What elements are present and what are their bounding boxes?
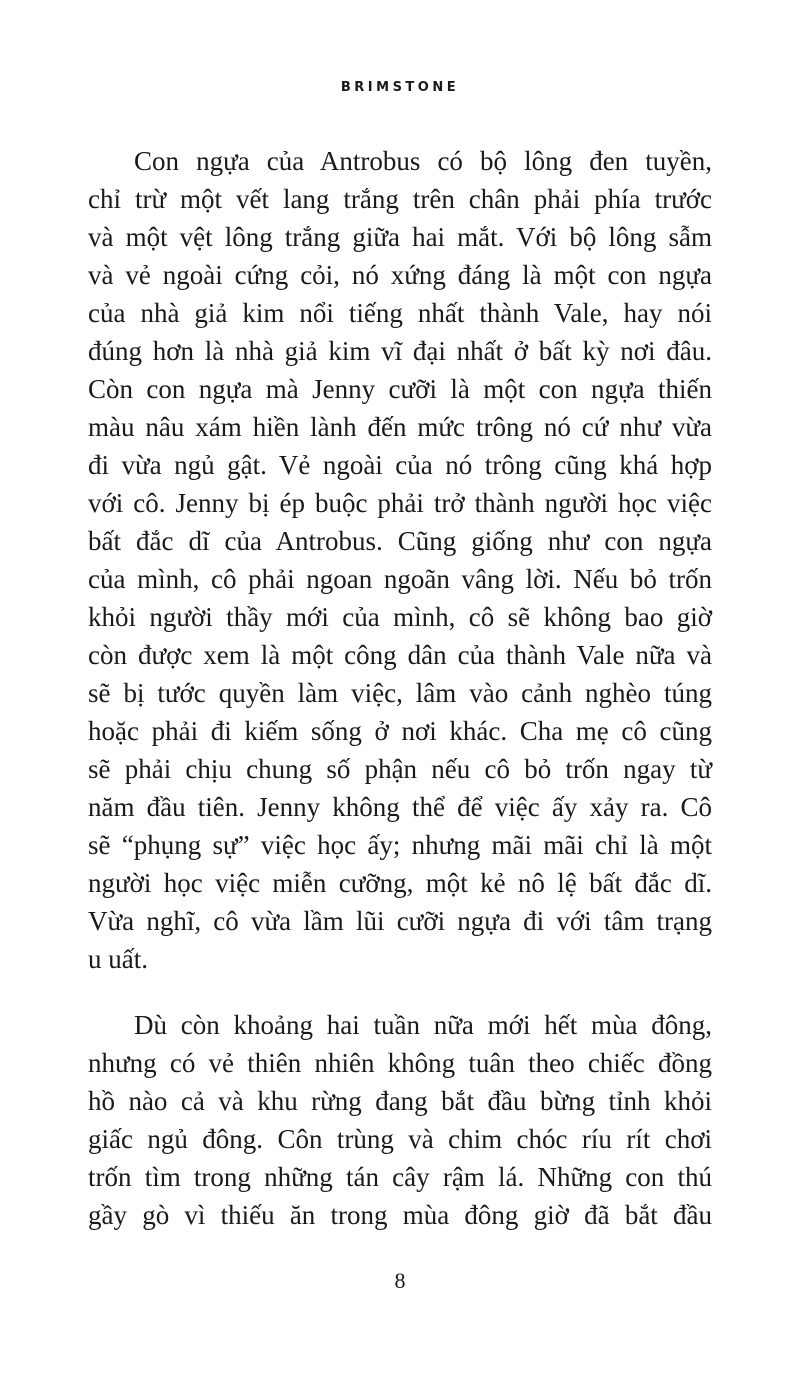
text-line: của nhà giả kim nổi tiếng nhất thành Vale, hay nói xyxy=(88,298,712,328)
text-line: Dù còn khoảng hai tuần nữa mới hết mùa đông, xyxy=(134,1010,712,1040)
text-line: khỏi người thầy mới của mình, cô sẽ không bao giờ xyxy=(88,602,712,632)
text-line: và vẻ ngoài cứng cỏi, nó xứng đáng là một con ngựa xyxy=(88,260,712,290)
paragraph xyxy=(88,142,712,978)
paragraph xyxy=(88,1006,712,1234)
text-line: hồ nào cả và khu rừng đang bắt đầu bừng tỉnh khỏi xyxy=(88,1086,712,1116)
text-line: Con ngựa của Antrobus có bộ lông đen tuyền, xyxy=(134,146,712,176)
text-line: chỉ trừ một vết lang trắng trên chân phải phía trước xyxy=(88,184,712,214)
text-line: giấc ngủ đông. Côn trùng và chim chóc ríu rít chơi xyxy=(88,1124,712,1154)
text-line: sẽ “phụng sự” việc học ấy; nhưng mãi mãi chỉ là một xyxy=(88,830,712,860)
text-line: màu nâu xám hiền lành đến mức trông nó cứ như vừa xyxy=(88,412,712,442)
text-line: hoặc phải đi kiếm sống ở nơi khác. Cha mẹ cô cũng xyxy=(88,716,712,746)
text-line: đi vừa ngủ gật. Vẻ ngoài của nó trông cũng khá hợp xyxy=(88,450,712,480)
body-text xyxy=(88,142,712,1234)
text-line: của mình, cô phải ngoan ngoãn vâng lời. Nếu bỏ trốn xyxy=(88,564,712,594)
text-line: nhưng có vẻ thiên nhiên không tuân theo chiếc đồng xyxy=(88,1048,712,1078)
text-line: với cô. Jenny bị ép buộc phải trở thành người học việc xyxy=(88,488,712,518)
text-line: còn được xem là một công dân của thành Vale nữa và xyxy=(88,640,712,670)
text-line: Còn con ngựa mà Jenny cưỡi là một con ngựa thiến xyxy=(88,374,712,404)
text-line: gầy gò vì thiếu ăn trong mùa đông giờ đã bắt đầu xyxy=(88,1200,712,1230)
text-line: bất đắc dĩ của Antrobus. Cũng giống như con ngựa xyxy=(88,526,712,556)
text-line: người học việc miễn cưỡng, một kẻ nô lệ bất đắc dĩ. xyxy=(88,868,712,898)
text-line: u uất. xyxy=(88,944,148,974)
text-line: trốn tìm trong những tán cây rậm lá. Những con thú xyxy=(88,1162,712,1192)
page-number: 8 xyxy=(394,1268,406,1293)
running-head: BRIMSTONE xyxy=(340,80,460,95)
text-line: Vừa nghĩ, cô vừa lầm lũi cưỡi ngựa đi với tâm trạng xyxy=(88,906,712,936)
text-line: và một vệt lông trắng giữa hai mắt. Với bộ lông sẫm xyxy=(88,222,712,252)
text-line: sẽ bị tước quyền làm việc, lâm vào cảnh nghèo túng xyxy=(88,678,712,708)
text-line: sẽ phải chịu chung số phận nếu cô bỏ trốn ngay từ xyxy=(88,754,712,784)
text-line: năm đầu tiên. Jenny không thể để việc ấy xảy ra. Cô xyxy=(88,792,712,822)
text-line: đúng hơn là nhà giả kim vĩ đại nhất ở bất kỳ nơi đâu. xyxy=(88,336,712,366)
